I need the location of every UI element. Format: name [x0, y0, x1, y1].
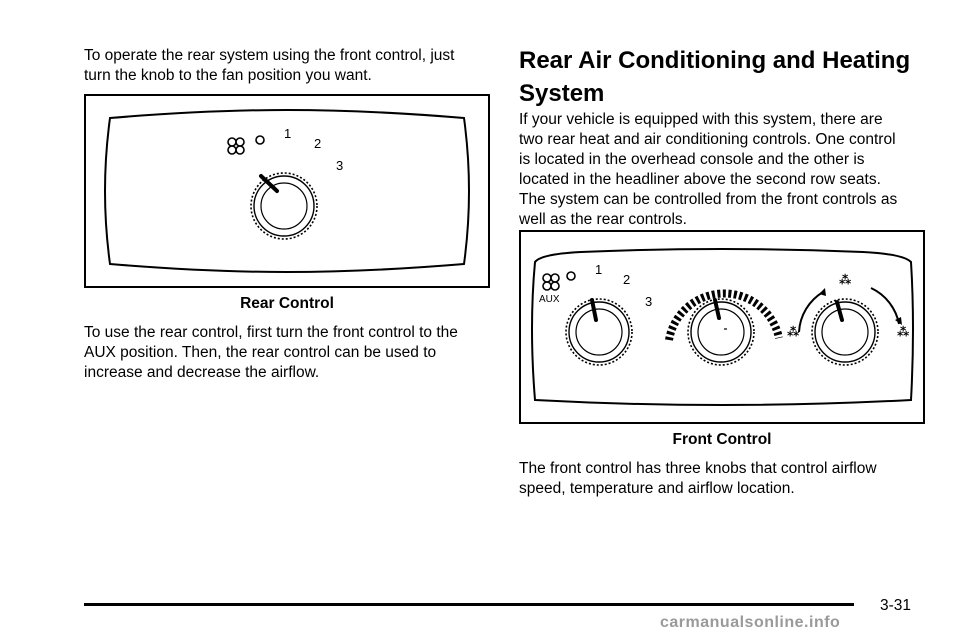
rear-fan-knob	[251, 173, 317, 239]
front-control-paragraph: The front control has three knobs that control airflow speed, temperature and airflow location.	[519, 460, 877, 497]
knob-pointer	[592, 300, 596, 320]
front-panel-outline	[532, 249, 913, 405]
airflow-mode-knob	[812, 299, 878, 365]
fan-speed-label-3: 3	[336, 158, 344, 173]
aux-label: AUX	[539, 294, 560, 305]
floor-mode-icon: ⁂	[787, 325, 800, 339]
fan-speed-label-1: 1	[284, 126, 292, 141]
system-description-paragraph: If your vehicle is equipped with this system, there are two rear heat and air conditioning controls. One control is located in the overhead console and the other is located in the headliner above the second row seats. The system can be controlled from the front controls as well as the rear controls.	[519, 111, 898, 228]
front-fan-label-2: 2	[623, 272, 631, 287]
rear-control-illustration	[86, 96, 488, 286]
fan-speed-label-2: 2	[314, 136, 322, 151]
rear-control-paragraph: To use the rear control, first turn the front control to the AUX position. Then, the rear control can be used to increase and decrease the airflow.	[84, 324, 458, 381]
rear-control-caption: Rear Control	[240, 295, 334, 312]
fan-icon	[228, 138, 244, 154]
footer-rule	[84, 603, 854, 606]
fan-icon	[543, 274, 559, 290]
section-heading: Rear Air Conditioning and Heating System	[519, 47, 911, 107]
page-number: 3-31	[880, 597, 912, 614]
fan-speed-knob	[566, 299, 632, 365]
front-control-illustration	[521, 232, 923, 422]
off-position-icon	[256, 136, 264, 144]
temperature-scale	[669, 293, 779, 340]
intro-paragraph: To operate the rear system using the front control, just turn the knob to the fan position you want.	[84, 47, 455, 84]
off-position-icon	[567, 272, 575, 280]
watermark: carmanualsonline.info	[660, 614, 841, 631]
front-control-caption: Front Control	[672, 431, 772, 448]
vent-mode-icon: ⁂	[897, 325, 910, 339]
rear-control-figure	[84, 94, 490, 288]
knob-pointer	[837, 302, 842, 320]
front-fan-label-1: 1	[595, 262, 603, 277]
defrost-mode-icon: ⁂	[839, 273, 852, 287]
front-fan-label-3: 3	[645, 294, 653, 309]
temperature-knob	[688, 299, 754, 365]
front-control-figure	[519, 230, 925, 424]
